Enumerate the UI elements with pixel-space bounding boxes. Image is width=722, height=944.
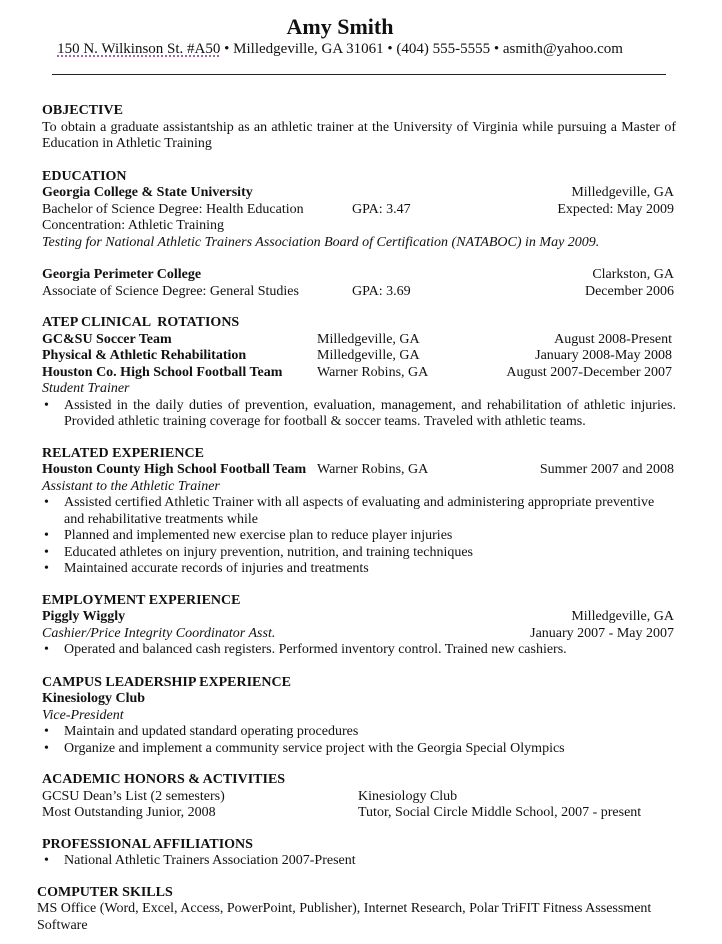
section-heading: PROFESSIONAL AFFILIATIONS [42, 836, 253, 852]
separator: • [220, 41, 234, 57]
org-name: Piggly Wiggly [42, 609, 126, 624]
rotation-date: August 2008-Present [554, 331, 672, 347]
gpa: GPA: 3.69 [352, 283, 411, 299]
gpa: GPA: 3.47 [352, 201, 411, 217]
contact-line [2, 40, 678, 58]
section-heading: EMPLOYMENT EXPERIENCE [42, 592, 241, 608]
school-location: Clarkston, GA [592, 267, 674, 282]
job-role: Vice-President [42, 707, 124, 723]
honors-section [42, 772, 678, 822]
degree-date: December 2006 [584, 283, 674, 299]
job-row [42, 609, 678, 626]
school-location: Milledgeville, GA [571, 185, 674, 200]
phone: (404) 555-5555 [396, 41, 491, 57]
org-name: Houston County High School Football Team [42, 462, 307, 477]
school-name: Georgia Perimeter College [42, 267, 202, 282]
skills-section [37, 885, 657, 935]
rotation-location: Warner Robins, GA [317, 364, 429, 380]
rotation-row [42, 348, 678, 365]
objective-section [42, 103, 678, 153]
degree-date: Expected: May 2009 [557, 201, 674, 217]
org-location: Milledgeville, GA [571, 609, 674, 624]
rotation-date: January 2008-May 2008 [535, 348, 672, 363]
concentration: Concentration: Athletic Training [42, 218, 224, 233]
affiliation-bullets [42, 853, 678, 870]
leadership-bullets [42, 724, 678, 757]
objective-text: To obtain a graduate assistantship as an athletic trainer at the University of Virginia while pursuing a Master of Education in Athletic Training [42, 119, 676, 151]
job-date: Summer 2007 and 2008 [539, 462, 674, 477]
employment-bullets [42, 642, 678, 659]
section-heading: RELATED EXPERIENCE [42, 445, 204, 461]
honor-item: Kinesiology Club [358, 788, 458, 804]
rotation-name: Physical & Athletic Rehabilitation [42, 348, 247, 363]
rotation-location: Milledgeville, GA [317, 348, 420, 363]
section-heading: ATEP CLINICAL ROTATIONS [42, 315, 240, 330]
separator: • [383, 41, 397, 57]
bullet-item: • Maintained accurate records of injuries and treatments [42, 561, 678, 578]
rotation-name: GC&SU Soccer Team [42, 331, 172, 347]
employment-section [42, 593, 678, 659]
section-heading: OBJECTIVE [42, 103, 123, 118]
rotation-row [42, 365, 678, 382]
school-name: Georgia College & State University [42, 185, 253, 200]
org-location: Warner Robins, GA [317, 462, 429, 477]
bullet-item: • Planned and implemented new exercise plan to reduce player injuries [42, 528, 678, 545]
separator: • [490, 41, 503, 57]
bullet-item: • Maintain and updated standard operating procedures [42, 724, 678, 741]
honor-item: GCSU Dean’s List (2 semesters) [42, 788, 225, 804]
rotation-date: August 2007-December 2007 [506, 364, 672, 380]
certification-note: Testing for National Athletic Trainers Association Board of Certification (NATABOC) in May 2009. [42, 234, 600, 250]
email[interactable]: asmith@yahoo.com [502, 41, 623, 57]
leadership-section [42, 675, 678, 758]
job-role: Cashier/Price Integrity Coordinator Asst. [42, 625, 276, 641]
rotation-bullets [42, 398, 678, 431]
job-date: January 2007 - May 2007 [530, 625, 674, 641]
degree: Associate of Science Degree: General Studies [42, 283, 299, 299]
honor-item: Most Outstanding Junior, 2008 [42, 805, 216, 820]
section-heading: ACADEMIC HONORS & ACTIVITIES [42, 772, 286, 787]
school-row [42, 267, 678, 284]
candidate-name: Amy Smith [286, 14, 394, 39]
degree-row [42, 202, 678, 219]
bullet-item: • Assisted certified Athletic Trainer with all aspects of evaluating and administering appropriate preventive and rehabilitative treatments while [42, 495, 678, 528]
honors-row [42, 789, 678, 806]
header-divider [52, 74, 666, 75]
degree-row [42, 284, 678, 301]
related-experience-section [42, 446, 678, 578]
honor-item: Tutor, Social Circle Middle School, 2007 - present [358, 805, 642, 820]
rotations-section [42, 315, 678, 431]
education-section [42, 169, 678, 301]
resume [37, 14, 678, 934]
affiliations-section [42, 837, 678, 870]
bullet-item: • Organize and implement a community service project with the Georgia Special Olympics [42, 741, 678, 758]
rotation-location: Milledgeville, GA [317, 331, 420, 347]
bullet-item: • Educated athletes on injury prevention, nutrition, and training techniques [42, 545, 678, 562]
section-heading: CAMPUS LEADERSHIP EXPERIENCE [42, 674, 291, 690]
city: Milledgeville, GA 31061 [233, 41, 384, 57]
role-row [42, 626, 678, 643]
rotation-row [42, 332, 678, 349]
related-bullets [42, 495, 678, 578]
bullet-item: • National Athletic Trainers Association 2007-Present [42, 853, 678, 870]
job-row [42, 462, 678, 479]
degree: Bachelor of Science Degree: Health Education [42, 201, 304, 217]
address[interactable]: 150 N. Wilkinson St. #A50 [57, 41, 221, 57]
org-name: Kinesiology Club [42, 691, 146, 706]
bullet-item: • Assisted in the daily duties of prevention, evaluation, management, and rehabilitation of athletic injuries. Provided athletic training coverage for football & soccer teams. Traveled with athletic teams. [42, 398, 678, 431]
job-role: Assistant to the Athletic Trainer [42, 478, 220, 494]
school-row [42, 185, 678, 202]
skills-text: MS Office (Word, Excel, Access, PowerPoint, Publisher), Internet Research, Polar TriFIT Fitness Assessment Software [37, 901, 652, 933]
rotation-name: Houston Co. High School Football Team [42, 364, 283, 380]
section-heading: EDUCATION [42, 168, 127, 184]
honors-row [42, 805, 678, 822]
section-heading: COMPUTER SKILLS [37, 884, 173, 900]
bullet-item: • Operated and balanced cash registers. Performed inventory control. Trained new cashiers. [42, 642, 678, 659]
rotation-role: Student Trainer [42, 381, 130, 396]
